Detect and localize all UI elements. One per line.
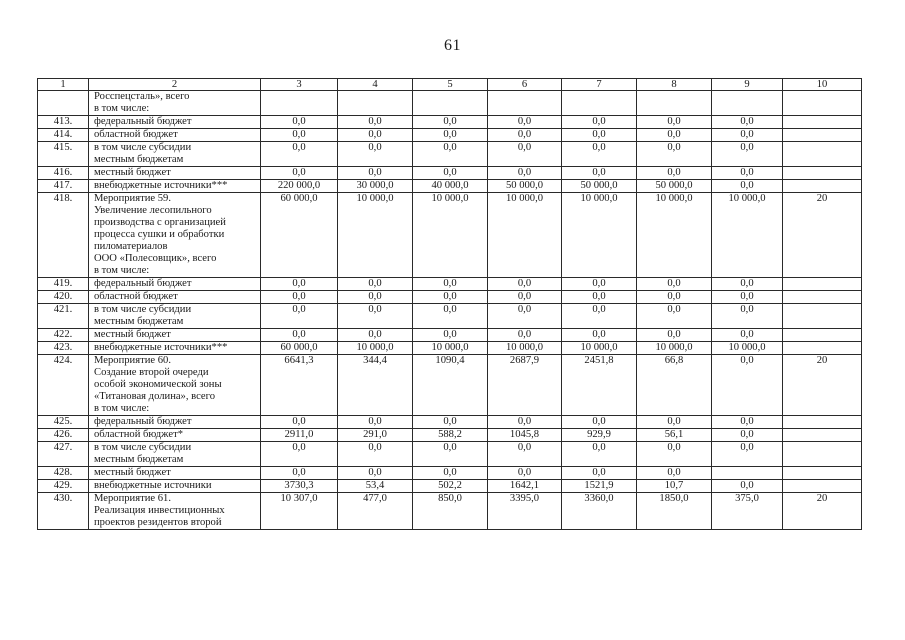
value-cell: 66,8 <box>637 355 712 416</box>
table-row <box>38 167 862 180</box>
row-description <box>89 116 261 129</box>
row-description <box>89 91 261 116</box>
description-line: в том числе: <box>94 265 150 276</box>
column-10-cell <box>783 304 862 329</box>
value-cell: 344,4 <box>338 355 413 416</box>
row-description <box>89 291 261 304</box>
table-row <box>38 129 862 142</box>
description-line: федеральный бюджет <box>94 116 192 127</box>
value-cell: 0,0 <box>562 304 637 329</box>
value-cell: 0,0 <box>488 304 562 329</box>
description-line: местный бюджет <box>94 329 171 340</box>
value-cell: 0,0 <box>413 442 488 467</box>
row-description <box>89 416 261 429</box>
value-cell: 0,0 <box>338 329 413 342</box>
header-cell: 1 <box>38 79 89 91</box>
description-line: областной бюджет <box>94 129 178 140</box>
header-cell: 5 <box>413 79 488 91</box>
column-10-cell <box>783 291 862 304</box>
value-cell: 0,0 <box>562 116 637 129</box>
value-cell: 0,0 <box>637 442 712 467</box>
value-cell: 0,0 <box>637 116 712 129</box>
row-number: 426. <box>38 429 89 442</box>
description-line: Мероприятие 59. <box>94 193 171 204</box>
value-cell: 0,0 <box>712 129 783 142</box>
value-cell: 0,0 <box>413 278 488 291</box>
value-cell: 10 000,0 <box>637 342 712 355</box>
description-line: Росспецсталь», всего <box>94 91 190 102</box>
header-cell: 2 <box>89 79 261 91</box>
value-cell: 10 000,0 <box>712 342 783 355</box>
column-10-cell <box>783 467 862 480</box>
table-row <box>38 91 862 116</box>
value-cell: 0,0 <box>338 416 413 429</box>
value-cell: 375,0 <box>712 493 783 530</box>
value-cell: 0,0 <box>261 291 338 304</box>
value-cell <box>488 91 562 116</box>
value-cell: 0,0 <box>712 291 783 304</box>
description-line: Создание второй очереди <box>94 367 209 378</box>
row-number: 423. <box>38 342 89 355</box>
value-cell: 10 000,0 <box>338 342 413 355</box>
header-cell: 4 <box>338 79 413 91</box>
column-10-cell <box>783 91 862 116</box>
value-cell: 50 000,0 <box>562 180 637 193</box>
value-cell <box>413 91 488 116</box>
value-cell: 0,0 <box>413 291 488 304</box>
column-10-cell <box>783 167 862 180</box>
value-cell: 50 000,0 <box>488 180 562 193</box>
column-10-cell: 20 <box>783 355 862 416</box>
description-line: ООО «Полесовщик», всего <box>94 253 217 264</box>
table-row <box>38 467 862 480</box>
column-10-cell <box>783 129 862 142</box>
value-cell: 0,0 <box>488 142 562 167</box>
value-cell: 0,0 <box>413 304 488 329</box>
value-cell: 0,0 <box>261 278 338 291</box>
value-cell: 0,0 <box>562 291 637 304</box>
description-line: Реализация инвестиционных <box>94 505 225 516</box>
description-line: производства с организацией <box>94 217 226 228</box>
value-cell: 1045,8 <box>488 429 562 442</box>
value-cell: 0,0 <box>338 291 413 304</box>
column-10-cell <box>783 329 862 342</box>
row-number: 415. <box>38 142 89 167</box>
column-10-cell <box>783 180 862 193</box>
value-cell: 1850,0 <box>637 493 712 530</box>
description-line: местным бюджетам <box>94 154 184 165</box>
header-cell: 7 <box>562 79 637 91</box>
value-cell: 0,0 <box>488 167 562 180</box>
row-description <box>89 329 261 342</box>
value-cell: 10 000,0 <box>413 193 488 278</box>
value-cell: 0,0 <box>413 329 488 342</box>
row-number: 417. <box>38 180 89 193</box>
header-cell: 9 <box>712 79 783 91</box>
column-10-cell <box>783 116 862 129</box>
value-cell: 0,0 <box>261 142 338 167</box>
value-cell: 0,0 <box>488 291 562 304</box>
description-line: федеральный бюджет <box>94 416 192 427</box>
value-cell: 60 000,0 <box>261 342 338 355</box>
value-cell <box>261 91 338 116</box>
value-cell: 0,0 <box>637 291 712 304</box>
value-cell: 0,0 <box>637 329 712 342</box>
description-line: федеральный бюджет <box>94 278 192 289</box>
column-10-cell <box>783 278 862 291</box>
value-cell: 0,0 <box>712 142 783 167</box>
value-cell: 0,0 <box>637 142 712 167</box>
value-cell: 0,0 <box>562 442 637 467</box>
row-number: 418. <box>38 193 89 278</box>
value-cell: 0,0 <box>261 304 338 329</box>
description-line: особой экономической зоны <box>94 379 222 390</box>
value-cell: 0,0 <box>338 304 413 329</box>
value-cell: 0,0 <box>488 329 562 342</box>
row-number: 429. <box>38 480 89 493</box>
value-cell: 0,0 <box>637 467 712 480</box>
value-cell: 2451,8 <box>562 355 637 416</box>
header-cell: 3 <box>261 79 338 91</box>
table-row <box>38 291 862 304</box>
value-cell: 0,0 <box>413 416 488 429</box>
value-cell: 850,0 <box>413 493 488 530</box>
value-cell: 0,0 <box>712 329 783 342</box>
table-row <box>38 355 862 416</box>
value-cell: 10 000,0 <box>712 193 783 278</box>
value-cell: 56,1 <box>637 429 712 442</box>
value-cell: 1090,4 <box>413 355 488 416</box>
table-row <box>38 416 862 429</box>
row-description <box>89 142 261 167</box>
value-cell: 0,0 <box>637 304 712 329</box>
value-cell: 0,0 <box>488 278 562 291</box>
column-10-cell <box>783 480 862 493</box>
table-row <box>38 480 862 493</box>
row-description <box>89 167 261 180</box>
value-cell: 10 000,0 <box>488 342 562 355</box>
description-line: областной бюджет* <box>94 429 183 440</box>
value-cell: 3730,3 <box>261 480 338 493</box>
value-cell: 0,0 <box>562 329 637 342</box>
value-cell: 10 000,0 <box>413 342 488 355</box>
value-cell: 2911,0 <box>261 429 338 442</box>
value-cell <box>637 91 712 116</box>
value-cell: 53,4 <box>338 480 413 493</box>
description-line: местным бюджетам <box>94 454 184 465</box>
value-cell: 0,0 <box>413 129 488 142</box>
value-cell: 0,0 <box>562 278 637 291</box>
value-cell: 0,0 <box>338 442 413 467</box>
table-row <box>38 116 862 129</box>
description-line: внебюджетные источники*** <box>94 180 228 191</box>
value-cell: 0,0 <box>712 442 783 467</box>
value-cell: 0,0 <box>261 329 338 342</box>
column-10-cell <box>783 342 862 355</box>
value-cell: 0,0 <box>261 167 338 180</box>
row-description <box>89 304 261 329</box>
header-cell: 10 <box>783 79 862 91</box>
value-cell: 10 000,0 <box>488 193 562 278</box>
value-cell: 0,0 <box>637 129 712 142</box>
value-cell: 0,0 <box>338 278 413 291</box>
value-cell: 291,0 <box>338 429 413 442</box>
value-cell: 0,0 <box>413 467 488 480</box>
table-row <box>38 429 862 442</box>
row-number: 422. <box>38 329 89 342</box>
table-row <box>38 142 862 167</box>
description-line: в том числе: <box>94 103 150 114</box>
description-line: внебюджетные источники*** <box>94 342 228 353</box>
column-10-cell: 20 <box>783 193 862 278</box>
row-number: 421. <box>38 304 89 329</box>
value-cell: 0,0 <box>712 278 783 291</box>
value-cell: 0,0 <box>637 278 712 291</box>
value-cell: 929,9 <box>562 429 637 442</box>
value-cell <box>338 91 413 116</box>
description-line: в том числе: <box>94 403 150 414</box>
row-number: 424. <box>38 355 89 416</box>
value-cell <box>712 467 783 480</box>
value-cell: 0,0 <box>562 129 637 142</box>
column-10-cell <box>783 416 862 429</box>
table-row <box>38 329 862 342</box>
value-cell <box>562 91 637 116</box>
value-cell: 0,0 <box>261 116 338 129</box>
value-cell: 0,0 <box>488 442 562 467</box>
value-cell: 10,7 <box>637 480 712 493</box>
description-line: в том числе субсидии <box>94 142 192 153</box>
value-cell: 2687,9 <box>488 355 562 416</box>
value-cell: 1642,1 <box>488 480 562 493</box>
row-description <box>89 180 261 193</box>
table-row <box>38 493 862 530</box>
description-line: в том числе субсидии <box>94 304 192 315</box>
value-cell: 0,0 <box>637 167 712 180</box>
column-10-cell <box>783 142 862 167</box>
row-description <box>89 355 261 416</box>
row-description <box>89 480 261 493</box>
row-description <box>89 493 261 530</box>
description-line: «Титановая долина», всего <box>94 391 216 402</box>
value-cell: 0,0 <box>562 416 637 429</box>
table-row <box>38 304 862 329</box>
value-cell: 10 000,0 <box>562 193 637 278</box>
row-number: 416. <box>38 167 89 180</box>
value-cell: 1521,9 <box>562 480 637 493</box>
value-cell: 0,0 <box>338 116 413 129</box>
description-line: проектов резидентов второй <box>94 517 222 528</box>
value-cell: 0,0 <box>261 467 338 480</box>
row-description <box>89 467 261 480</box>
value-cell: 0,0 <box>338 142 413 167</box>
description-line: Мероприятие 61. <box>94 493 171 504</box>
value-cell: 0,0 <box>712 416 783 429</box>
value-cell: 0,0 <box>413 142 488 167</box>
value-cell: 0,0 <box>712 429 783 442</box>
description-line: пиломатериалов <box>94 241 168 252</box>
description-line: процесса сушки и обработки <box>94 229 225 240</box>
value-cell <box>712 91 783 116</box>
budget-table <box>37 78 862 530</box>
row-description <box>89 193 261 278</box>
value-cell: 0,0 <box>261 129 338 142</box>
row-number: 427. <box>38 442 89 467</box>
value-cell: 0,0 <box>712 180 783 193</box>
value-cell: 0,0 <box>413 116 488 129</box>
description-line: в том числе субсидии <box>94 442 192 453</box>
value-cell: 220 000,0 <box>261 180 338 193</box>
value-cell: 40 000,0 <box>413 180 488 193</box>
value-cell: 477,0 <box>338 493 413 530</box>
description-line: местный бюджет <box>94 467 171 478</box>
value-cell: 6641,3 <box>261 355 338 416</box>
value-cell: 0,0 <box>712 355 783 416</box>
column-10-cell <box>783 429 862 442</box>
value-cell: 3395,0 <box>488 493 562 530</box>
table-row <box>38 442 862 467</box>
value-cell: 10 000,0 <box>338 193 413 278</box>
page-number: 61 <box>444 37 461 54</box>
value-cell: 0,0 <box>637 416 712 429</box>
row-number: 419. <box>38 278 89 291</box>
value-cell: 0,0 <box>338 129 413 142</box>
value-cell: 0,0 <box>488 416 562 429</box>
value-cell: 0,0 <box>712 304 783 329</box>
value-cell: 0,0 <box>712 167 783 180</box>
value-cell: 60 000,0 <box>261 193 338 278</box>
table-body <box>38 79 862 530</box>
description-line: внебюджетные источники <box>94 480 212 491</box>
header-cell: 8 <box>637 79 712 91</box>
description-line: местным бюджетам <box>94 316 184 327</box>
header-cell: 6 <box>488 79 562 91</box>
value-cell: 0,0 <box>562 167 637 180</box>
row-description <box>89 442 261 467</box>
row-number: 428. <box>38 467 89 480</box>
description-line: областной бюджет <box>94 291 178 302</box>
value-cell: 0,0 <box>712 116 783 129</box>
row-description <box>89 129 261 142</box>
table-row <box>38 342 862 355</box>
row-number: 413. <box>38 116 89 129</box>
value-cell: 3360,0 <box>562 493 637 530</box>
table-row <box>38 180 862 193</box>
value-cell: 50 000,0 <box>637 180 712 193</box>
row-number: 430. <box>38 493 89 530</box>
column-10-cell <box>783 442 862 467</box>
row-description <box>89 278 261 291</box>
value-cell: 0,0 <box>712 480 783 493</box>
value-cell: 0,0 <box>261 442 338 467</box>
header-row <box>38 79 862 91</box>
value-cell: 10 000,0 <box>637 193 712 278</box>
value-cell: 10 000,0 <box>562 342 637 355</box>
row-number <box>38 91 89 116</box>
column-10-cell: 20 <box>783 493 862 530</box>
value-cell: 502,2 <box>413 480 488 493</box>
value-cell: 0,0 <box>488 129 562 142</box>
description-line: Увеличение лесопильного <box>94 205 212 216</box>
value-cell: 10 307,0 <box>261 493 338 530</box>
row-description <box>89 342 261 355</box>
value-cell: 0,0 <box>413 167 488 180</box>
value-cell: 30 000,0 <box>338 180 413 193</box>
row-number: 414. <box>38 129 89 142</box>
value-cell: 0,0 <box>338 467 413 480</box>
value-cell: 0,0 <box>261 416 338 429</box>
table-row <box>38 278 862 291</box>
value-cell: 0,0 <box>338 167 413 180</box>
value-cell: 0,0 <box>488 116 562 129</box>
row-number: 420. <box>38 291 89 304</box>
table-row <box>38 193 862 278</box>
value-cell: 0,0 <box>488 467 562 480</box>
description-line: Мероприятие 60. <box>94 355 171 366</box>
value-cell: 0,0 <box>562 142 637 167</box>
row-number: 425. <box>38 416 89 429</box>
value-cell: 588,2 <box>413 429 488 442</box>
value-cell: 0,0 <box>562 467 637 480</box>
row-description <box>89 429 261 442</box>
description-line: местный бюджет <box>94 167 171 178</box>
